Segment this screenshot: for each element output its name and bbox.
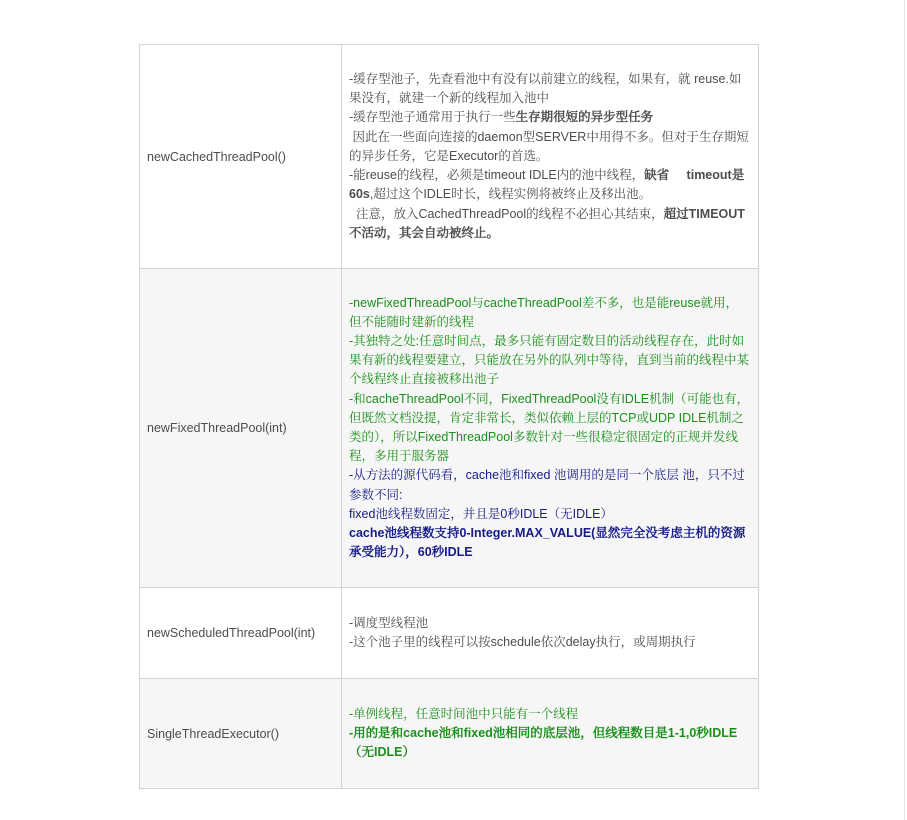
text-run: -这个池子里的线程可以按schedule依次delay执行，或周期执行 [349, 635, 696, 649]
thread-pool-table [139, 44, 759, 789]
bold-text: 生存期很短的异步型任务 [515, 110, 654, 125]
bold-text: cache池线程数支持0-Integer.MAX_VALUE(显然完全没考虑主机的资源承受能力），60秒IDLE [349, 526, 746, 560]
bold-text: 缺省 timeout是60s [349, 168, 745, 202]
description-line [349, 505, 750, 524]
text-run: -缓存型池子通常用于执行一些 [349, 110, 516, 125]
description-cell [342, 588, 759, 679]
text-run: -其独特之处:任意时间点，最多只能有固定数目的活动线程存在，此时如果有新的线程要建立，只能放在另外的队列中等待，直到当前的线程中某个线程终止直接被移出池子 [349, 333, 750, 387]
description-line [349, 633, 750, 652]
table-row [140, 679, 759, 789]
description-line [349, 332, 750, 390]
text-run: -能reuse的线程，必须是timeout IDLE内的池中线程， [349, 168, 645, 183]
bold-text: -用的是和cache池和fixed池相同的底层池，但线程数目是1-1,0秒IDLE（无IDLE） [349, 725, 738, 760]
text-run: -调度型线程池 [349, 615, 429, 630]
description-line [349, 724, 750, 762]
table-row [140, 269, 759, 588]
page-right-border [904, 0, 905, 820]
text-run: fixed池线程数固定，并且是0秒IDLE（无IDLE） [349, 506, 613, 521]
description-cell [342, 45, 759, 269]
description-line [349, 524, 750, 562]
text-run: -和cacheThreadPool不同，FixedThreadPool没有IDLE机制（可能也有，但既然文档没提，肯定非常长，类似依赖上层的TCP或UDP IDLE机制之类的），所以FixedThreadPool多数针对一些很稳定很固定的正规并发线程，多用于服务器 [349, 391, 750, 464]
text-run: -单例线程，任意时间池中只能有一个线程 [349, 706, 579, 721]
text-run: 因此在一些面向连接的daemon型SERVER中用得不多。但对于生存期短的异步任务，它是Executor的首选。 [349, 129, 749, 163]
text-run: 注意，放入CachedThreadPool的线程不必担心其结束， [349, 206, 664, 221]
method-name-cell: SingleThreadExecutor() [140, 679, 342, 789]
description-line [349, 205, 750, 243]
text-run: ,超过这个IDLE时长，线程实例将被终止及移出池。 [369, 187, 652, 202]
method-name-cell: newCachedThreadPool() [140, 45, 342, 269]
text-run: -newFixedThreadPool与cacheThreadPool差不多，也是能reuse就用，但不能随时建新的线程 [349, 295, 739, 329]
table-row [140, 588, 759, 679]
description-line [349, 705, 750, 724]
description-line [349, 294, 750, 332]
method-name-cell: newFixedThreadPool(int) [140, 269, 342, 588]
description-cell [342, 679, 759, 789]
description-line [349, 108, 750, 127]
table-row [140, 45, 759, 269]
description-line [349, 614, 750, 633]
description-line [349, 390, 750, 467]
description-line [349, 166, 750, 204]
bold-text: 超过TIMEOUT不活动，其会自动被终止。 [349, 206, 745, 240]
description-line [349, 70, 750, 108]
method-name-cell: newScheduledThreadPool(int) [140, 588, 342, 679]
description-cell [342, 269, 759, 588]
description-line [349, 128, 750, 166]
text-run: -缓存型池子，先查看池中有没有以前建立的线程，如果有，就 reuse.如果没有，就建一个新的线程加入池中 [349, 72, 742, 106]
description-line [349, 466, 750, 504]
text-run: -从方法的源代码看，cache池和fixed 池调用的是同一个底层 池，只不过参数不同: [349, 468, 745, 502]
